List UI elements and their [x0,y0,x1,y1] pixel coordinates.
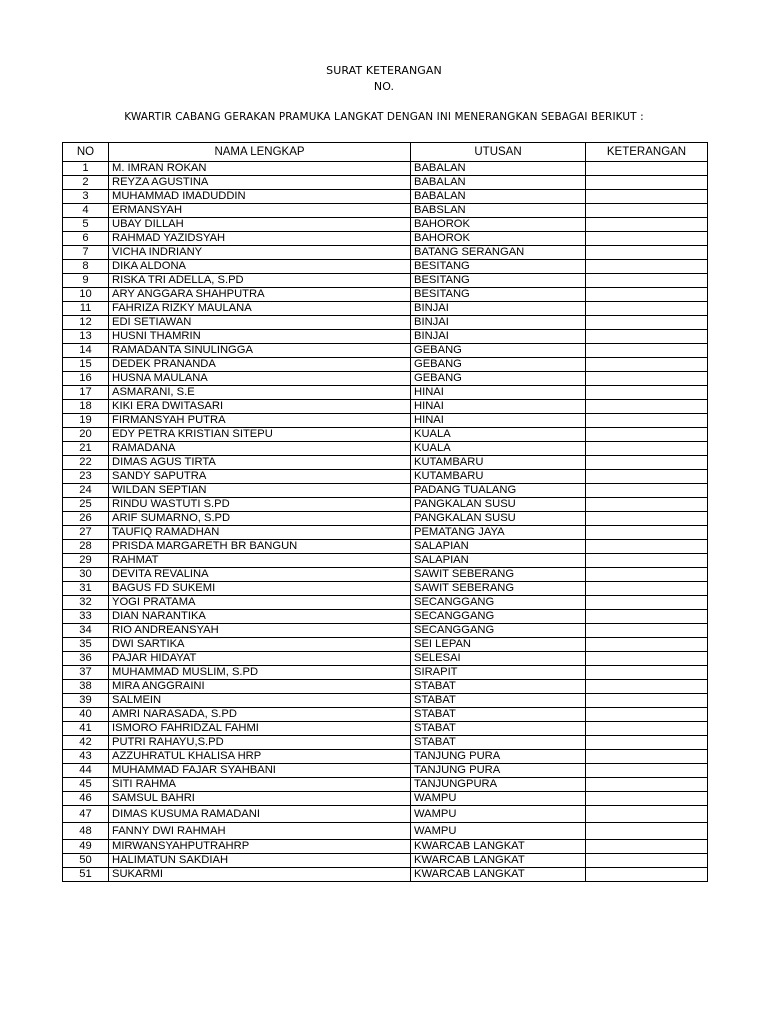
table-row [63,176,708,190]
table-row [63,442,708,456]
cell-keterangan [586,176,708,190]
cell-nama-lengkap: DIKA ALDONA [109,260,411,274]
cell-utusan: BAHOROK [411,218,586,232]
cell-utusan: BESITANG [411,274,586,288]
cell-keterangan [586,736,708,750]
cell-keterangan [586,680,708,694]
cell-keterangan [586,854,708,868]
cell-utusan: PANGKALAN SUSU [411,512,586,526]
cell-keterangan [586,568,708,582]
cell-utusan: BAHOROK [411,232,586,246]
cell-keterangan [586,652,708,666]
table-row [63,540,708,554]
cell-nama-lengkap: FANNY DWI RAHMAH [109,823,411,840]
cell-keterangan [586,764,708,778]
cell-keterangan [586,610,708,624]
cell-nama-lengkap: SALMEIN [109,694,411,708]
cell-nama-lengkap: TAUFIQ RAMADHAN [109,526,411,540]
cell-utusan: WAMPU [411,823,586,840]
cell-keterangan [586,484,708,498]
table-row [63,470,708,484]
table-row [63,358,708,372]
cell-utusan: HINAI [411,414,586,428]
cell-no: 10 [63,288,109,302]
cell-utusan: KUTAMBARU [411,470,586,484]
cell-no: 28 [63,540,109,554]
cell-nama-lengkap: YOGI PRATAMA [109,596,411,610]
table-row [63,694,708,708]
cell-nama-lengkap: RAHMAD YAZIDSYAH [109,232,411,246]
table-row [63,638,708,652]
table-row [63,512,708,526]
cell-no: 50 [63,854,109,868]
cell-utusan: SELESAI [411,652,586,666]
cell-utusan: STABAT [411,694,586,708]
table-row [63,274,708,288]
cell-no: 14 [63,344,109,358]
header-nama-lengkap: NAMA LENGKAP [109,143,411,162]
table-row [63,414,708,428]
cell-nama-lengkap: SAMSUL BAHRI [109,792,411,806]
table-row [63,484,708,498]
cell-no: 49 [63,840,109,854]
cell-keterangan [586,330,708,344]
cell-keterangan [586,540,708,554]
cell-no: 33 [63,610,109,624]
cell-utusan: BABSLAN [411,204,586,218]
cell-no: 40 [63,708,109,722]
cell-nama-lengkap: ARY ANGGARA SHAHPUTRA [109,288,411,302]
cell-keterangan [586,456,708,470]
table-row [63,582,708,596]
cell-nama-lengkap: UBAY DILLAH [109,218,411,232]
cell-no: 18 [63,400,109,414]
cell-utusan: HINAI [411,386,586,400]
table-row [63,610,708,624]
cell-utusan: SECANGGANG [411,624,586,638]
cell-utusan: BABALAN [411,190,586,204]
cell-nama-lengkap: DIAN NARANTIKA [109,610,411,624]
cell-nama-lengkap: ASMARANI, S.E [109,386,411,400]
table-row [63,868,708,882]
table-row [63,204,708,218]
cell-keterangan [586,218,708,232]
cell-keterangan [586,792,708,806]
table-row [63,330,708,344]
cell-no: 22 [63,456,109,470]
cell-keterangan [586,428,708,442]
table-row [63,666,708,680]
table-header-row [63,143,708,162]
table-row [63,498,708,512]
cell-keterangan [586,596,708,610]
cell-utusan: BATANG SERANGAN [411,246,586,260]
cell-keterangan [586,868,708,882]
table-row [63,722,708,736]
cell-keterangan [586,806,708,823]
cell-nama-lengkap: PAJAR HIDAYAT [109,652,411,666]
cell-keterangan [586,638,708,652]
cell-no: 24 [63,484,109,498]
cell-no: 6 [63,232,109,246]
cell-utusan: BESITANG [411,260,586,274]
table-row [63,162,708,176]
cell-nama-lengkap: SANDY SAPUTRA [109,470,411,484]
cell-no: 31 [63,582,109,596]
cell-keterangan [586,400,708,414]
cell-no: 42 [63,736,109,750]
cell-nama-lengkap: SUKARMI [109,868,411,882]
cell-utusan: KUALA [411,442,586,456]
cell-no: 39 [63,694,109,708]
cell-nama-lengkap: MUHAMMAD MUSLIM, S.PD [109,666,411,680]
cell-keterangan [586,666,708,680]
cell-nama-lengkap: PRISDA MARGARETH BR BANGUN [109,540,411,554]
cell-utusan: PANGKALAN SUSU [411,498,586,512]
table-row [63,302,708,316]
cell-no: 36 [63,652,109,666]
cell-no: 25 [63,498,109,512]
table-row [63,554,708,568]
document-intro: KWARTIR CABANG GERAKAN PRAMUKA LANGKAT DENGAN INI MENERANGKAN SEBAGAI BERIKUT : [124,111,644,123]
cell-utusan: STABAT [411,722,586,736]
cell-no: 12 [63,316,109,330]
cell-nama-lengkap: HUSNA MAULANA [109,372,411,386]
cell-nama-lengkap: KIKI ERA DWITASARI [109,400,411,414]
cell-no: 26 [63,512,109,526]
cell-nama-lengkap: MUHAMMAD FAJAR SYAHBANI [109,764,411,778]
cell-utusan: SAWIT SEBERANG [411,568,586,582]
cell-utusan: BINJAI [411,316,586,330]
cell-nama-lengkap: REYZA AGUSTINA [109,176,411,190]
cell-utusan: PADANG TUALANG [411,484,586,498]
cell-utusan: HINAI [411,400,586,414]
cell-utusan: BESITANG [411,288,586,302]
cell-keterangan [586,708,708,722]
cell-no: 19 [63,414,109,428]
cell-utusan: STABAT [411,736,586,750]
cell-no: 8 [63,260,109,274]
cell-no: 1 [63,162,109,176]
cell-keterangan [586,823,708,840]
cell-utusan: BABALAN [411,162,586,176]
participants-table [62,142,708,882]
cell-no: 4 [63,204,109,218]
cell-nama-lengkap: RINDU WASTUTI S.PD [109,498,411,512]
cell-no: 30 [63,568,109,582]
cell-utusan: BINJAI [411,302,586,316]
cell-utusan: WAMPU [411,806,586,823]
cell-nama-lengkap: ERMANSYAH [109,204,411,218]
cell-nama-lengkap: RISKA TRI ADELLA, S.PD [109,274,411,288]
cell-keterangan [586,288,708,302]
cell-no: 20 [63,428,109,442]
cell-utusan: SALAPIAN [411,540,586,554]
table-row [63,806,708,823]
cell-no: 2 [63,176,109,190]
cell-no: 13 [63,330,109,344]
cell-nama-lengkap: DWI SARTIKA [109,638,411,652]
cell-no: 46 [63,792,109,806]
cell-keterangan [586,246,708,260]
cell-no: 44 [63,764,109,778]
cell-no: 23 [63,470,109,484]
table-row [63,288,708,302]
cell-no: 41 [63,722,109,736]
cell-utusan: KUALA [411,428,586,442]
table-row [63,260,708,274]
cell-nama-lengkap: ISMORO FAHRIDZAL FAHMI [109,722,411,736]
cell-nama-lengkap: MUHAMMAD IMADUDDIN [109,190,411,204]
cell-no: 35 [63,638,109,652]
cell-utusan: GEBANG [411,372,586,386]
table-row [63,750,708,764]
cell-nama-lengkap: EDY PETRA KRISTIAN SITEPU [109,428,411,442]
cell-no: 11 [63,302,109,316]
cell-utusan: PEMATANG JAYA [411,526,586,540]
cell-utusan: SIRAPIT [411,666,586,680]
cell-keterangan [586,442,708,456]
cell-keterangan [586,344,708,358]
table-row [63,778,708,792]
table-row [63,190,708,204]
cell-utusan: KWARCAB LANGKAT [411,840,586,854]
cell-nama-lengkap: AZZUHRATUL KHALISA HRP [109,750,411,764]
cell-nama-lengkap: RAMADANTA SINULINGGA [109,344,411,358]
cell-utusan: KWARCAB LANGKAT [411,854,586,868]
table-row [63,526,708,540]
header-keterangan: KETERANGAN [586,143,708,162]
table-row [63,792,708,806]
cell-nama-lengkap: RAHMAT [109,554,411,568]
cell-keterangan [586,694,708,708]
cell-no: 43 [63,750,109,764]
header-utusan: UTUSAN [411,143,586,162]
cell-keterangan [586,302,708,316]
cell-nama-lengkap: M. IMRAN ROKAN [109,162,411,176]
cell-nama-lengkap: EDI SETIAWAN [109,316,411,330]
cell-utusan: GEBANG [411,358,586,372]
cell-utusan: SALAPIAN [411,554,586,568]
cell-utusan: SECANGGANG [411,610,586,624]
cell-no: 5 [63,218,109,232]
cell-keterangan [586,204,708,218]
cell-nama-lengkap: RAMADANA [109,442,411,456]
cell-keterangan [586,274,708,288]
cell-no: 48 [63,823,109,840]
table-row [63,854,708,868]
cell-keterangan [586,232,708,246]
cell-no: 15 [63,358,109,372]
table-row [63,428,708,442]
cell-utusan: KUTAMBARU [411,456,586,470]
cell-no: 34 [63,624,109,638]
table-row [63,736,708,750]
cell-nama-lengkap: RIO ANDREANSYAH [109,624,411,638]
cell-no: 51 [63,868,109,882]
cell-utusan: SECANGGANG [411,596,586,610]
cell-utusan: SEI LEPAN [411,638,586,652]
cell-nama-lengkap: VICHA INDRIANY [109,246,411,260]
cell-keterangan [586,582,708,596]
cell-keterangan [586,778,708,792]
cell-no: 32 [63,596,109,610]
cell-utusan: TANJUNG PURA [411,750,586,764]
cell-utusan: KWARCAB LANGKAT [411,868,586,882]
cell-keterangan [586,386,708,400]
document-number-label: NO. [373,80,395,93]
cell-nama-lengkap: DIMAS KUSUMA RAMADANI [109,806,411,823]
cell-nama-lengkap: HALIMATUN SAKDIAH [109,854,411,868]
document-title: SURAT KETERANGAN [326,64,442,77]
table-row [63,316,708,330]
table-row [63,764,708,778]
table-row [63,246,708,260]
table-row [63,232,708,246]
cell-utusan: TANJUNG PURA [411,764,586,778]
table-row [63,840,708,854]
cell-keterangan [586,512,708,526]
cell-utusan: GEBANG [411,344,586,358]
cell-utusan: STABAT [411,708,586,722]
cell-utusan: SAWIT SEBERANG [411,582,586,596]
cell-nama-lengkap: MIRA ANGGRAINI [109,680,411,694]
cell-nama-lengkap: AMRI NARASADA, S.PD [109,708,411,722]
cell-no: 9 [63,274,109,288]
table-row [63,218,708,232]
cell-no: 37 [63,666,109,680]
cell-no: 21 [63,442,109,456]
table-row [63,372,708,386]
cell-keterangan [586,190,708,204]
cell-utusan: BABALAN [411,176,586,190]
cell-keterangan [586,470,708,484]
table-row [63,456,708,470]
cell-keterangan [586,260,708,274]
cell-no: 16 [63,372,109,386]
cell-utusan: WAMPU [411,792,586,806]
cell-keterangan [586,722,708,736]
cell-utusan: TANJUNGPURA [411,778,586,792]
table-row [63,652,708,666]
cell-nama-lengkap: SITI RAHMA [109,778,411,792]
cell-keterangan [586,372,708,386]
cell-nama-lengkap: BAGUS FD SUKEMI [109,582,411,596]
cell-no: 3 [63,190,109,204]
cell-no: 17 [63,386,109,400]
table-row [63,708,708,722]
table-row [63,596,708,610]
cell-nama-lengkap: DEVITA REVALINA [109,568,411,582]
cell-no: 45 [63,778,109,792]
cell-keterangan [586,624,708,638]
cell-nama-lengkap: WILDAN SEPTIAN [109,484,411,498]
table-row [63,344,708,358]
cell-keterangan [586,554,708,568]
cell-keterangan [586,316,708,330]
cell-no: 47 [63,806,109,823]
table-row [63,823,708,840]
cell-nama-lengkap: DEDEK PRANANDA [109,358,411,372]
table-row [63,624,708,638]
table-row [63,568,708,582]
cell-keterangan [586,162,708,176]
cell-keterangan [586,414,708,428]
cell-no: 38 [63,680,109,694]
header-no: NO [63,143,109,162]
cell-nama-lengkap: MIRWANSYAHPUTRAHRP [109,840,411,854]
cell-nama-lengkap: DIMAS AGUS TIRTA [109,456,411,470]
cell-keterangan [586,750,708,764]
table-body [63,162,708,882]
table-row [63,400,708,414]
cell-no: 27 [63,526,109,540]
cell-nama-lengkap: FIRMANSYAH PUTRA [109,414,411,428]
cell-no: 7 [63,246,109,260]
table-row [63,680,708,694]
cell-nama-lengkap: FAHRIZA RIZKY MAULANA [109,302,411,316]
cell-nama-lengkap: ARIF SUMARNO, S.PD [109,512,411,526]
cell-keterangan [586,358,708,372]
cell-nama-lengkap: PUTRI RAHAYU,S.PD [109,736,411,750]
table-row [63,386,708,400]
cell-utusan: STABAT [411,680,586,694]
cell-nama-lengkap: HUSNI THAMRIN [109,330,411,344]
cell-utusan: BINJAI [411,330,586,344]
cell-keterangan [586,840,708,854]
cell-keterangan [586,498,708,512]
cell-keterangan [586,526,708,540]
cell-no: 29 [63,554,109,568]
